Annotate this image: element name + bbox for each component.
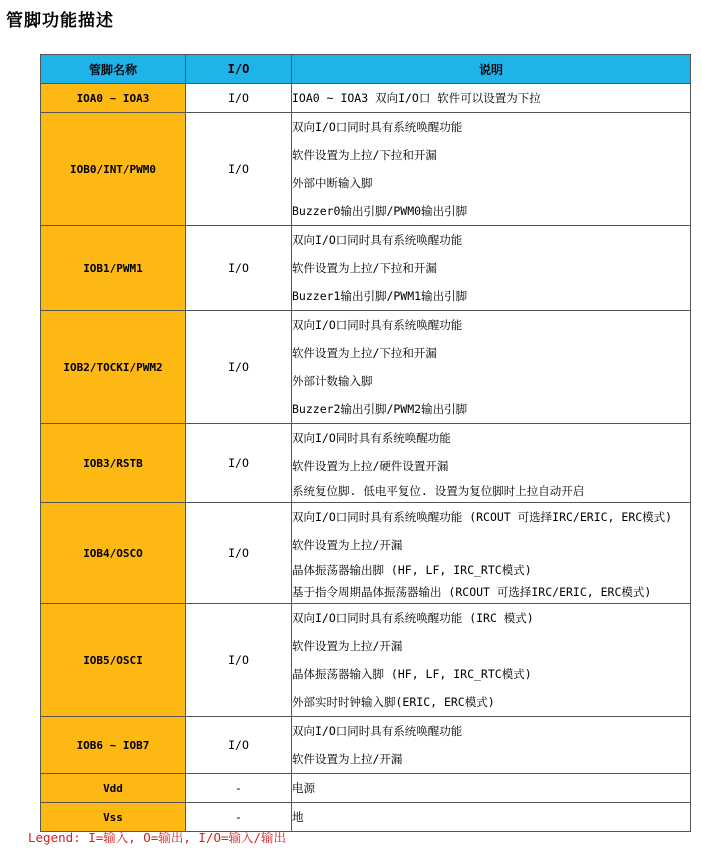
pin-description-cell: [292, 424, 691, 503]
description-line: Buzzer2输出引脚/PWM2输出引脚: [292, 402, 468, 416]
pin-description-cell: [292, 113, 691, 226]
description-line: 软件设置为上拉/下拉和开漏: [292, 261, 437, 275]
table-row: [41, 503, 691, 604]
pin-io-cell: I/O: [186, 717, 292, 774]
description-line: 外部计数输入脚: [292, 374, 373, 388]
description-line: 基于指令周期晶体振荡器输出 (RCOUT 可选择IRC/ERIC, ERC模式): [292, 585, 652, 599]
pin-io-cell: -: [186, 803, 292, 832]
description-line: 电源: [292, 781, 315, 795]
pin-name-cell: IOB1/PWM1: [41, 226, 186, 311]
pin-io-cell: I/O: [186, 113, 292, 226]
table-row: [41, 84, 691, 113]
description-line: 软件设置为上拉/开漏: [292, 538, 403, 552]
pin-io-cell: I/O: [186, 226, 292, 311]
description-line: 软件设置为上拉/开漏: [292, 639, 403, 653]
pin-name-cell: IOB3/RSTB: [41, 424, 186, 503]
table-row: [41, 424, 691, 503]
pin-name-cell: Vdd: [41, 774, 186, 803]
description-line: 双向I/O口同时具有系统唤醒功能: [292, 724, 463, 738]
header-io: I/O: [186, 55, 292, 84]
description-line: 系统复位脚. 低电平复位. 设置为复位脚时上拉自动开启: [292, 484, 585, 498]
description-line: 晶体振荡器输入脚 (HF, LF, IRC_RTC模式): [292, 667, 532, 681]
pin-io-cell: I/O: [186, 424, 292, 503]
header-description: 说明: [292, 55, 691, 84]
table-row: [41, 311, 691, 424]
header-pin-name: 管脚名称: [41, 55, 186, 84]
table-row: [41, 226, 691, 311]
pin-name-cell: IOB2/TOCKI/PWM2: [41, 311, 186, 424]
pin-description-cell: [292, 503, 691, 604]
description-line: 双向I/O口同时具有系统唤醒功能: [292, 120, 463, 134]
description-line: 地: [292, 810, 304, 824]
pin-io-cell: I/O: [186, 84, 292, 113]
pin-description-cell: [292, 774, 691, 803]
pin-name-cell: IOB6 ~ IOB7: [41, 717, 186, 774]
table-row: [41, 604, 691, 717]
pin-name-cell: Vss: [41, 803, 186, 832]
pin-description-cell: [292, 84, 691, 113]
pin-table-body: [41, 84, 691, 832]
pin-io-cell: I/O: [186, 503, 292, 604]
pin-name-cell: IOA0 ~ IOA3: [41, 84, 186, 113]
description-line: 软件设置为上拉/开漏: [292, 752, 403, 766]
description-line: 软件设置为上拉/下拉和开漏: [292, 346, 437, 360]
legend: Legend: I=输入, O=输出, I/O=输入/输出: [28, 830, 287, 845]
pin-description-cell: [292, 226, 691, 311]
description-line: 双向I/O口同时具有系统唤醒功能: [292, 318, 463, 332]
pin-io-cell: I/O: [186, 604, 292, 717]
page-title: 管脚功能描述: [6, 11, 114, 31]
pin-description-cell: [292, 311, 691, 424]
description-line: IOA0 ~ IOA3 双向I/O口 软件可以设置为下拉: [292, 91, 541, 105]
pin-description-cell: [292, 717, 691, 774]
pin-io-cell: -: [186, 774, 292, 803]
description-line: 双向I/O口同时具有系统唤醒功能 (RCOUT 可选择IRC/ERIC, ERC模式): [292, 510, 673, 524]
description-line: 外部实时时钟输入脚(ERIC, ERC模式): [292, 695, 495, 709]
pin-table: [40, 54, 691, 832]
description-line: 晶体振荡器输出脚 (HF, LF, IRC_RTC模式): [292, 563, 532, 577]
description-line: 外部中断输入脚: [292, 176, 373, 190]
table-row: [41, 774, 691, 803]
table-row: [41, 113, 691, 226]
pin-name-cell: IOB0/INT/PWM0: [41, 113, 186, 226]
pin-name-cell: IOB4/OSCO: [41, 503, 186, 604]
pin-name-cell: IOB5/OSCI: [41, 604, 186, 717]
pin-description-cell: [292, 803, 691, 832]
description-line: Buzzer0输出引脚/PWM0输出引脚: [292, 204, 468, 218]
pin-io-cell: I/O: [186, 311, 292, 424]
description-line: 软件设置为上拉/下拉和开漏: [292, 148, 437, 162]
pin-description-cell: [292, 604, 691, 717]
description-line: 双向I/O同时具有系统唤醒功能: [292, 431, 451, 445]
table-row: [41, 717, 691, 774]
description-line: 双向I/O口同时具有系统唤醒功能: [292, 233, 463, 247]
description-line: Buzzer1输出引脚/PWM1输出引脚: [292, 289, 468, 303]
description-line: 双向I/O口同时具有系统唤醒功能 (IRC 模式): [292, 611, 534, 625]
table-header-row: [41, 55, 691, 84]
description-line: 软件设置为上拉/硬件设置开漏: [292, 459, 449, 473]
